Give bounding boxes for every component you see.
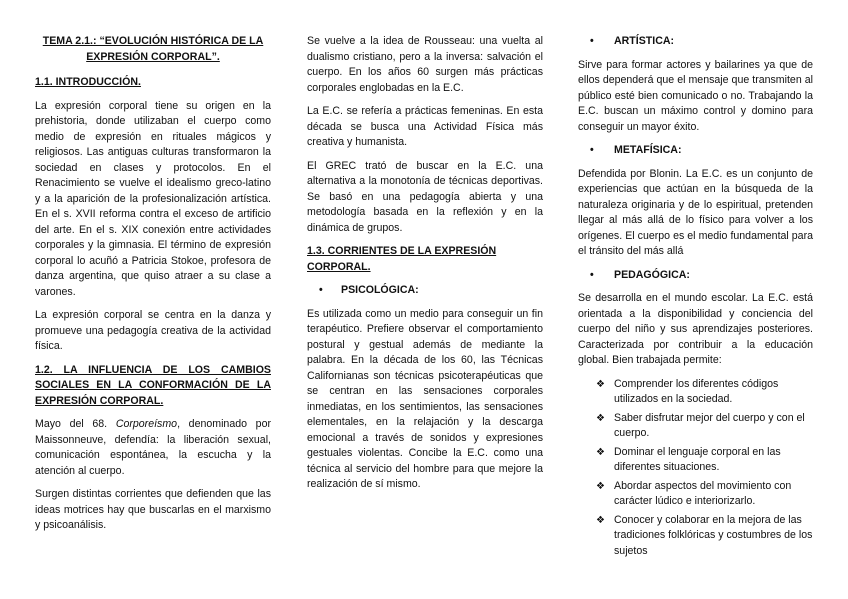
list-item [596, 377, 813, 408]
list-item [596, 445, 813, 476]
bullet-icon: • [319, 284, 323, 296]
diamond-bullet-icon: ❖ [596, 446, 605, 458]
bullet-icon: • [590, 144, 594, 156]
list-item [596, 479, 813, 510]
paragraph-psicologica: Es utilizada como un medio para conseguir un fin terapéutico. Prefiere observar el comportamiento postural y gestual además de mediante la palabra. En la década de los 60, las Técnicas Californianas son técnicas psicoterapéuticas que se centran en las sensaciones corporales inmediatas, en los sentimientos, las sensaciones elementales, en la relajación y la descarga emocional a través de sonidos y expresiones gestuales violentas. Concibe la E.C. como una técnica al servicio del hombre para que mejore la realización de sí mismo. [307, 307, 543, 490]
paragraph-grec: El GREC trató de buscar en la E.C. una alternativa a la monotonía de técnicas deportivas. Se basó en una pedagogía abierta y una metodología basada en la reflexión y en la dinámica de grupos. [307, 159, 543, 234]
list-item-text: Comprender los diferentes códigos utilizados en la sociedad. [614, 377, 779, 405]
heading-corrientes: 1.3. CORRIENTES DE LA EXPRESIÓN CORPORAL. [307, 245, 497, 273]
bullet-label: METAFÍSICA: [614, 144, 682, 156]
heading-influencia: 1.2. LA INFLUENCIA DE LOS CAMBIOS SOCIALES EN LA CONFORMACIÓN DE LA EXPRESIÓN CORPORAL. [35, 363, 271, 407]
paragraph-danza: La expresión corporal se centra en la danza y promueve una pedagogía creativa de la actividad física. [35, 309, 271, 352]
pedagogica-list [578, 377, 813, 560]
mayo-68-lead: Mayo del 68. [35, 418, 108, 430]
list-item-text: Abordar aspectos del movimiento con carácter lúdico e interiorizarlo. [614, 479, 792, 507]
diamond-bullet-icon: ❖ [596, 480, 605, 492]
bullet-label: ARTÍSTICA: [614, 35, 675, 47]
paragraph-intro: La expresión corporal tiene su origen en la prehistoria, donde utilizaban el cuerpo como medio de expresión en rituales mágicos y religiosos. Las antiguas culturas transformaron la sociedad en clases y protocolos. En el Renacimiento se vuelve el idealismo greco-latino y a la aparición de la profesionalización artística. En el s. XVII reforma contra el exceso de artificio del arte. En el s. XIX conexión entre actividades corporales y la gimnasia. El término de expresión corporal lo acuñó a Patricia Stokoe, profesora de danza argentina, que quiso atraer a su clase a varones. [35, 99, 271, 298]
paragraph-rousseau: Se vuelve a la idea de Rousseau: una vuelta al dualismo cristiano, pero a la inversa: salvación el cuerpo. En los años 60 surgen más prácticas corporales englobadas en la E.C. [307, 35, 543, 94]
list-item [596, 411, 813, 442]
column-3 [578, 34, 813, 562]
diamond-bullet-icon: ❖ [596, 412, 605, 424]
bullet-artistica [578, 34, 813, 50]
bullet-icon: • [590, 35, 594, 47]
bullet-metafisica [578, 143, 813, 159]
list-item-text: Saber disfrutar mejor del cuerpo y con el cuerpo. [614, 411, 805, 439]
bullet-psicologica [307, 283, 543, 299]
document-title: TEMA 2.1.: “EVOLUCIÓN HISTÓRICA DE LA EXPRESIÓN CORPORAL”. [42, 35, 264, 63]
diamond-bullet-icon: ❖ [596, 514, 605, 526]
bullet-label: PEDAGÓGICA: [614, 268, 690, 281]
bullet-icon: • [590, 268, 594, 281]
list-item-text: Dominar el lenguaje corporal en las diferentes situaciones. [614, 445, 781, 473]
column-1 [35, 34, 271, 542]
paragraph-metafisica: Defendida por Blonin. La E.C. es un conjunto de experiencias que actúan en la búsqueda de la naturaleza originaria y de lo espiritual, pretenden llegar al más allá de lo físico para volver a los orígenes. El cuerpo es el medio fundamental para el tránsito del más allá [578, 167, 813, 257]
heading-introduccion: 1.1. INTRODUCCIÓN. [35, 76, 141, 88]
paragraph-corrientes: Surgen distintas corrientes que defienden que las ideas motrices hay que buscarlas en el marxismo y psicoanálisis. [35, 488, 271, 531]
mayo-68-rest: , denominado por Maissonneuve, defendía: la liberación sexual, comunicación espontánea, la escucha y la atención al cuerpo. [35, 418, 271, 477]
diamond-bullet-icon: ❖ [596, 378, 605, 390]
list-item [596, 513, 813, 560]
paragraph-pedagogica: Se desarrolla en el mundo escolar. La E.C. está orientada a la disponibilidad y conciencia del cuerpo del niño y sus aprendizajes posteriores. Caracterizada por contribuir a la educación global. Bien trabajada permite: [578, 292, 813, 366]
list-item-text: Conocer y colaborar en la mejora de las tradiciones folklóricas y costumbres de los sujetos [614, 513, 813, 557]
bullet-label: PSICOLÓGICA: [341, 284, 419, 296]
paragraph-artistica: Sirve para formar actores y bailarines ya que de ellos dependerá que el mensaje que transmiten al público esté bien comunicado o no. Trabajando la E.C. buscan un máximo control y domino para conseguir un mayor éxito. [578, 58, 813, 133]
corporeismo-term: Corporeísmo [115, 418, 178, 430]
column-2 [307, 34, 543, 501]
paragraph-practicas-femeninas: La E.C. se refería a prácticas femeninas. En esta década se busca una Actividad Física más creativa y humanista. [307, 105, 543, 148]
bullet-pedagogica [578, 268, 813, 284]
paragraph-mayo-68 [35, 417, 271, 479]
